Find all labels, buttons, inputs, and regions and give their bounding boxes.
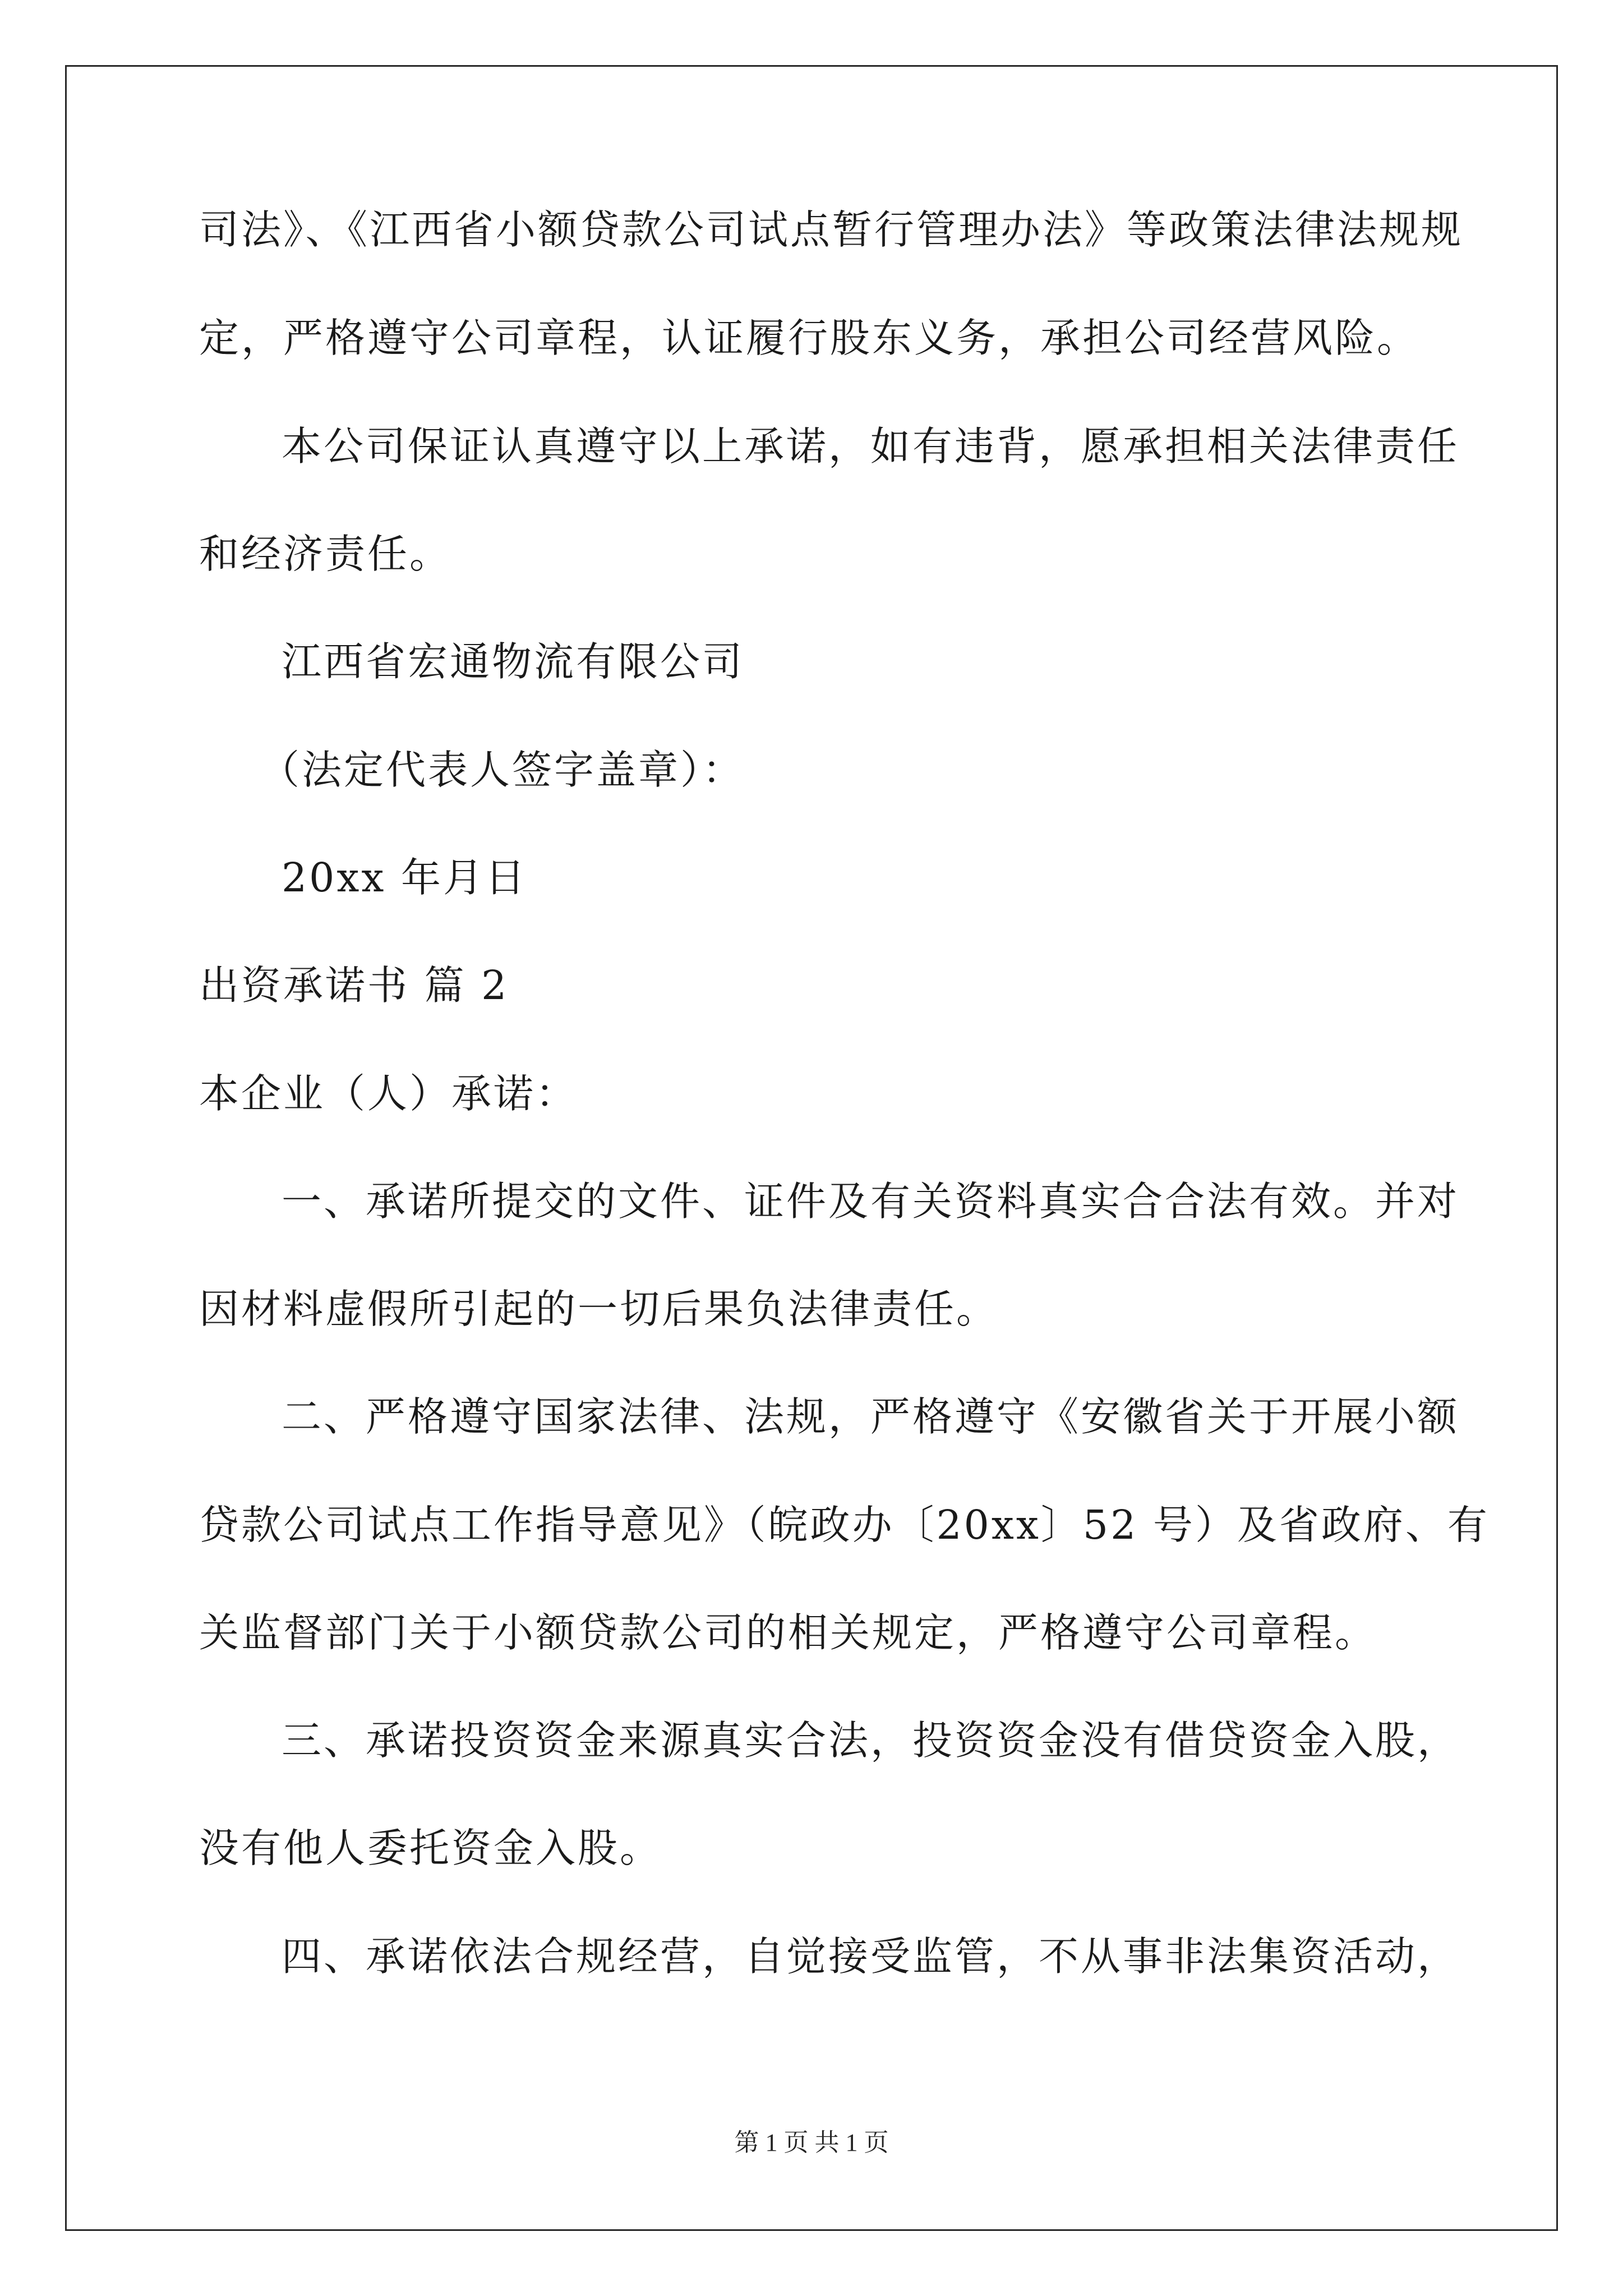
date-line: 20xx 年月日 <box>282 854 527 901</box>
text-line-10: 一、承诺所提交的文件、证件及有关资料真实合合法有效。并对 <box>282 1178 1460 1225</box>
section-heading: 出资承诺书 篇 2 <box>199 962 509 1009</box>
text-line-13: 贷款公司试点工作指导意见》（皖政办〔20xx〕52 号）及省政府、有 <box>199 1502 1490 1548</box>
text-line-15: 三、承诺投资资金来源真实合法，投资资金没有借贷资金入股， <box>282 1717 1460 1764</box>
text-line-1: 司法》、《江西省小额贷款公司试点暂行管理办法》等政策法律法规规 <box>199 206 1464 253</box>
company-name: 江西省宏通物流有限公司 <box>282 638 745 685</box>
text-line-4: 和经济责任。 <box>199 531 452 577</box>
text-line-17: 四、承诺依法合规经营，自觉接受监管，不从事非法集资活动， <box>282 1933 1460 1980</box>
text-line-9: 本企业（人）承诺： <box>199 1070 578 1117</box>
text-line-2: 定，严格遵守公司章程，认证履行股东义务，承担公司经营风险。 <box>199 315 1419 361</box>
text-line-14: 关监督部门关于小额贷款公司的相关规定，严格遵守公司章程。 <box>199 1609 1377 1656</box>
page-border <box>65 65 1558 2231</box>
text-line-11: 因材料虚假所引起的一切后果负法律责任。 <box>199 1286 999 1332</box>
page-footer: 第 1 页 共 1 页 <box>734 2129 889 2156</box>
text-line-3: 本公司保证认真遵守以上承诺，如有违背，愿承担相关法律责任 <box>282 423 1460 470</box>
signature-label: （法定代表人签字盖章）： <box>260 747 745 793</box>
text-line-12: 二、严格遵守国家法律、法规，严格遵守《安徽省关于开展小额 <box>282 1393 1460 1440</box>
text-line-16: 没有他人委托资金入股。 <box>199 1825 662 1871</box>
